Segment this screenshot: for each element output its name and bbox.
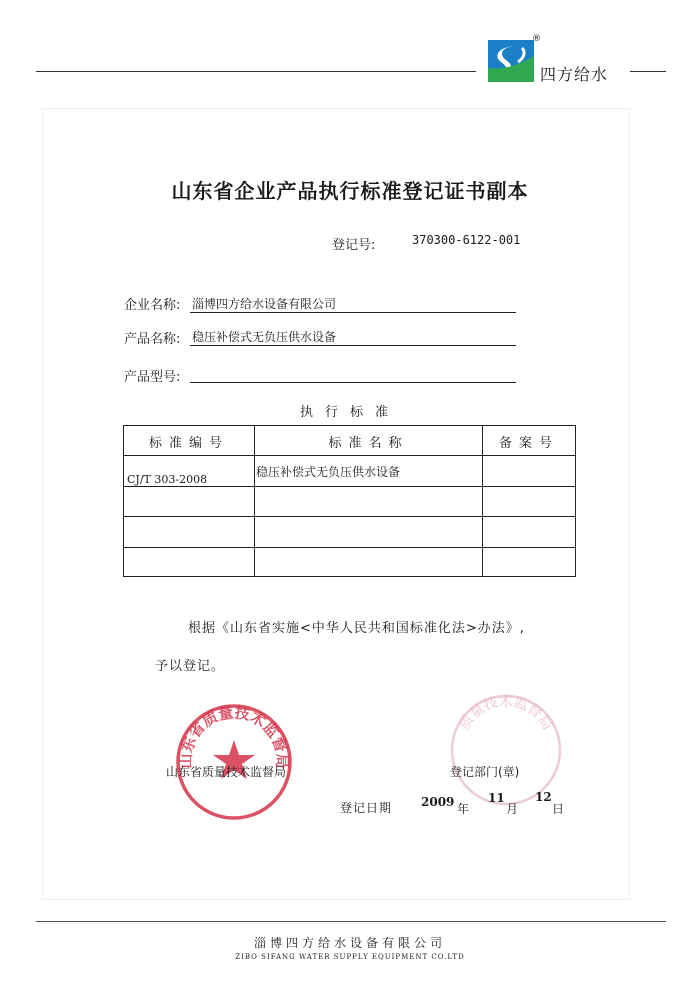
- registration-label: 登记号:: [332, 238, 376, 253]
- table-cell-name: 稳压补偿式无负压供水设备: [256, 465, 401, 479]
- issuer-seal: [172, 700, 296, 824]
- sifang-logo-icon: [488, 40, 534, 82]
- table-row-divider: [123, 486, 576, 487]
- date-month: 11: [488, 791, 505, 805]
- svg-text:质量技术监督局: 质量技术监督局: [456, 693, 556, 733]
- header-rule-right: [630, 71, 666, 72]
- table-row-divider: [123, 547, 576, 548]
- registration-number: 370300-6122-001: [412, 233, 521, 247]
- product-underline: [190, 345, 516, 346]
- company-underline: [190, 312, 516, 313]
- date-day: 12: [535, 790, 552, 804]
- date-year: 2009: [421, 795, 455, 809]
- footer-rule: [36, 921, 666, 922]
- table-row-divider: [123, 455, 576, 456]
- date-month-unit: 月: [506, 802, 519, 816]
- table-header-filing: 备案号: [498, 436, 559, 451]
- date-year-unit: 年: [457, 802, 470, 816]
- brand-name: 四方给水: [540, 65, 609, 84]
- header-rule-left: [36, 71, 476, 72]
- company-label: 企业名称:: [124, 298, 181, 313]
- company-value: 淄博四方给水设备有限公司: [192, 297, 337, 311]
- registered-text: 予以登记。: [155, 659, 226, 674]
- date-day-unit: 日: [552, 802, 565, 816]
- footer-company-en: ZIBO SIFANG WATER SUPPLY EQUIPMENT CO.LTD: [235, 953, 465, 961]
- basis-text: 根据《山东省实施<中华人民共和国标准化法>办法》,: [188, 621, 525, 636]
- table-cell-code: CJ/T 303-2008: [127, 473, 208, 486]
- model-label: 产品型号:: [124, 370, 181, 385]
- footer-company-cn: 淄博四方给水设备有限公司: [253, 936, 446, 950]
- certificate-title: 山东省企业产品执行标准登记证书副本: [171, 179, 529, 203]
- registered-mark: ®: [532, 34, 541, 44]
- table-header-name: 标准名称: [328, 436, 409, 451]
- table-row-divider: [123, 516, 576, 517]
- standards-title: 执行标准: [299, 405, 400, 420]
- date-label: 登记日期: [340, 801, 393, 815]
- product-value: 稳压补偿式无负压供水设备: [192, 330, 337, 344]
- product-label: 产品名称:: [124, 332, 181, 347]
- table-header-code: 标准编号: [148, 436, 229, 451]
- model-underline: [190, 382, 516, 383]
- dept-label: 登记部门(章): [450, 765, 520, 779]
- issuer-name: 山东省质量技术监督局: [166, 765, 287, 779]
- svg-text:山东省质量技术监督局: 山东省质量技术监督局: [176, 703, 292, 769]
